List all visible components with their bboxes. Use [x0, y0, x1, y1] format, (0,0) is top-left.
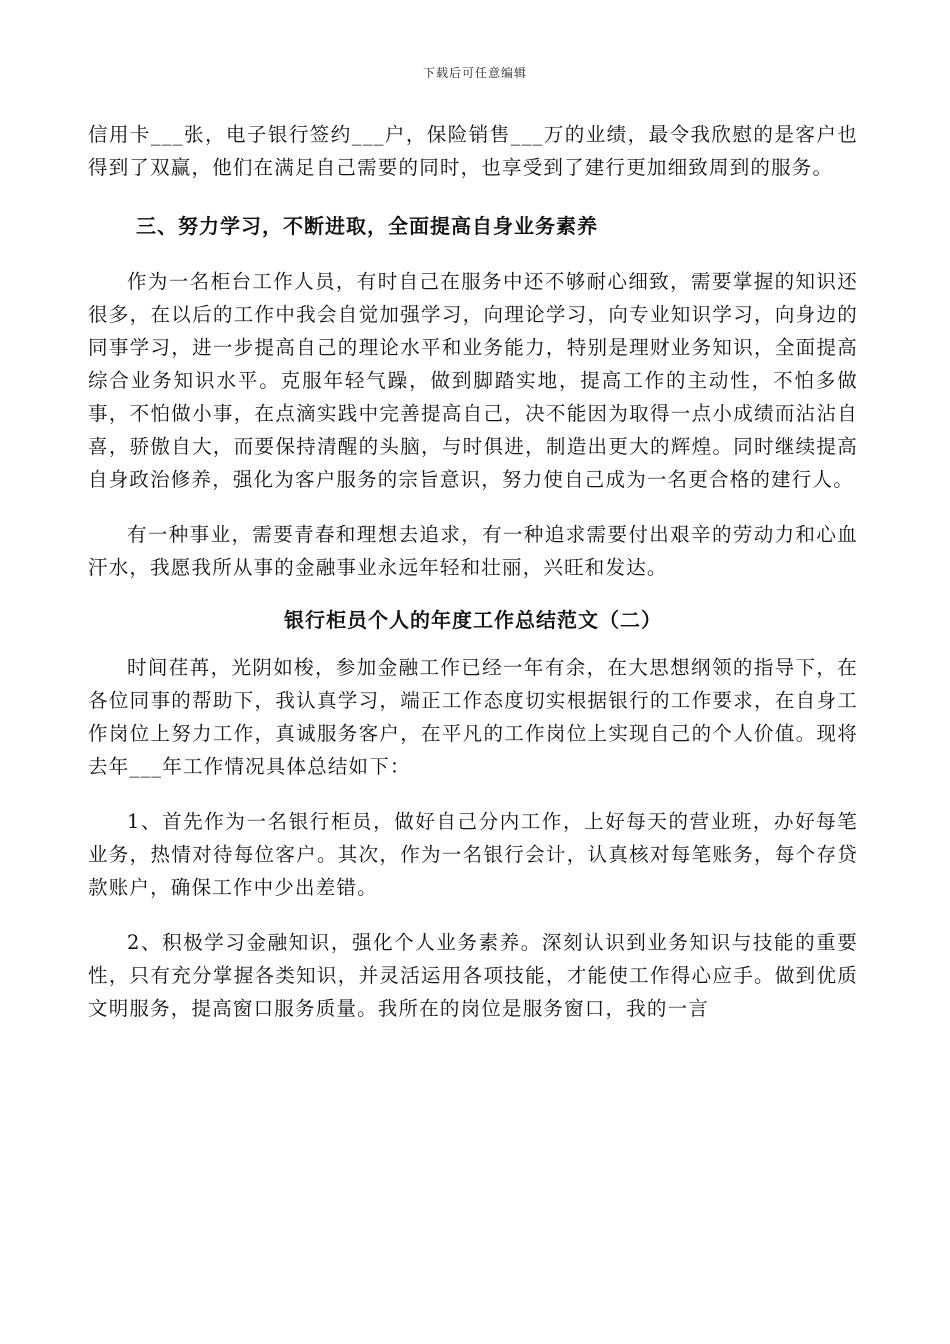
page-header-note: 下载后可任意编辑 — [422, 66, 527, 80]
section-heading-3: 三、努力学习，不断进取，全面提高自身业务素养 — [136, 214, 598, 238]
paragraph-item-1: 1、首先作为一名银行柜员，做好自己分内工作，上好每天的营业班，办好每笔业务，热情对待每位客户。其次，作为一名银行会计，认真核对每笔账务，每个存贷款账户，确保工作中少出差错。 — [88, 810, 858, 899]
paragraph-career: 有一种事业，需要青春和理想去追求，有一种追求需要付出艰辛的劳动力和心血汗水，我愿我所从事的金融事业永远年轻和壮丽，兴旺和发达。 — [88, 523, 858, 579]
paragraph-item-2: 2、积极学习金融知识，强化个人业务素养。深刻认识到业务知识与技能的重要性，只有充分掌握各类知识，并灵活运用各项技能，才能使工作得心应手。做到优质文明服务，提高窗口服务质量。我所在的岗位是服务窗口，我的一言 — [88, 931, 858, 1020]
paragraph-intro: 时间荏苒，光阴如梭，参加金融工作已经一年有余，在大思想纲领的指导下，在各位同事的帮助下，我认真学习，端正工作态度切实根据银行的工作要求，在自身工作岗位上努力工作，真诚服务客户，在平凡的工作岗位上实现自己的个人价值。现将去年___年工作情况具体总结如下： — [88, 656, 858, 778]
paragraph-study: 作为一名柜台工作人员，有时自己在服务中还不够耐心细致，需要掌握的知识还很多，在以后的工作中我会自觉加强学习，向理论学习，向专业知识学习，向身边的同事学习，进一步提高自己的理论水平和业务能力，特别是理财业务知识，全面提高综合业务知识水平。克服年轻气躁，做到脚踏实地，提高工作的主动性，不怕多做事，不怕做小事，在点滴实践中完善提高自己，决不能因为取得一点小成绩而沾沾自喜，骄傲自大，而要保持清醒的头脑，与时俱进，制造出更大的辉煌。同时继续提高自身政治修养，强化为客户服务的宗旨意识，努力使自己成为一名更合格的建行人。 — [88, 270, 858, 491]
document-title: 银行柜员个人的年度工作总结范文（二） — [284, 608, 662, 632]
document-body — [88, 118, 858, 1025]
paragraph-continuation: 信用卡___张，电子银行签约___户，保险销售___万的业绩，最令我欣慰的是客户也得到了双赢，他们在满足自己需要的同时，也享受到了建行更加细致周到的服务。 — [88, 123, 858, 179]
